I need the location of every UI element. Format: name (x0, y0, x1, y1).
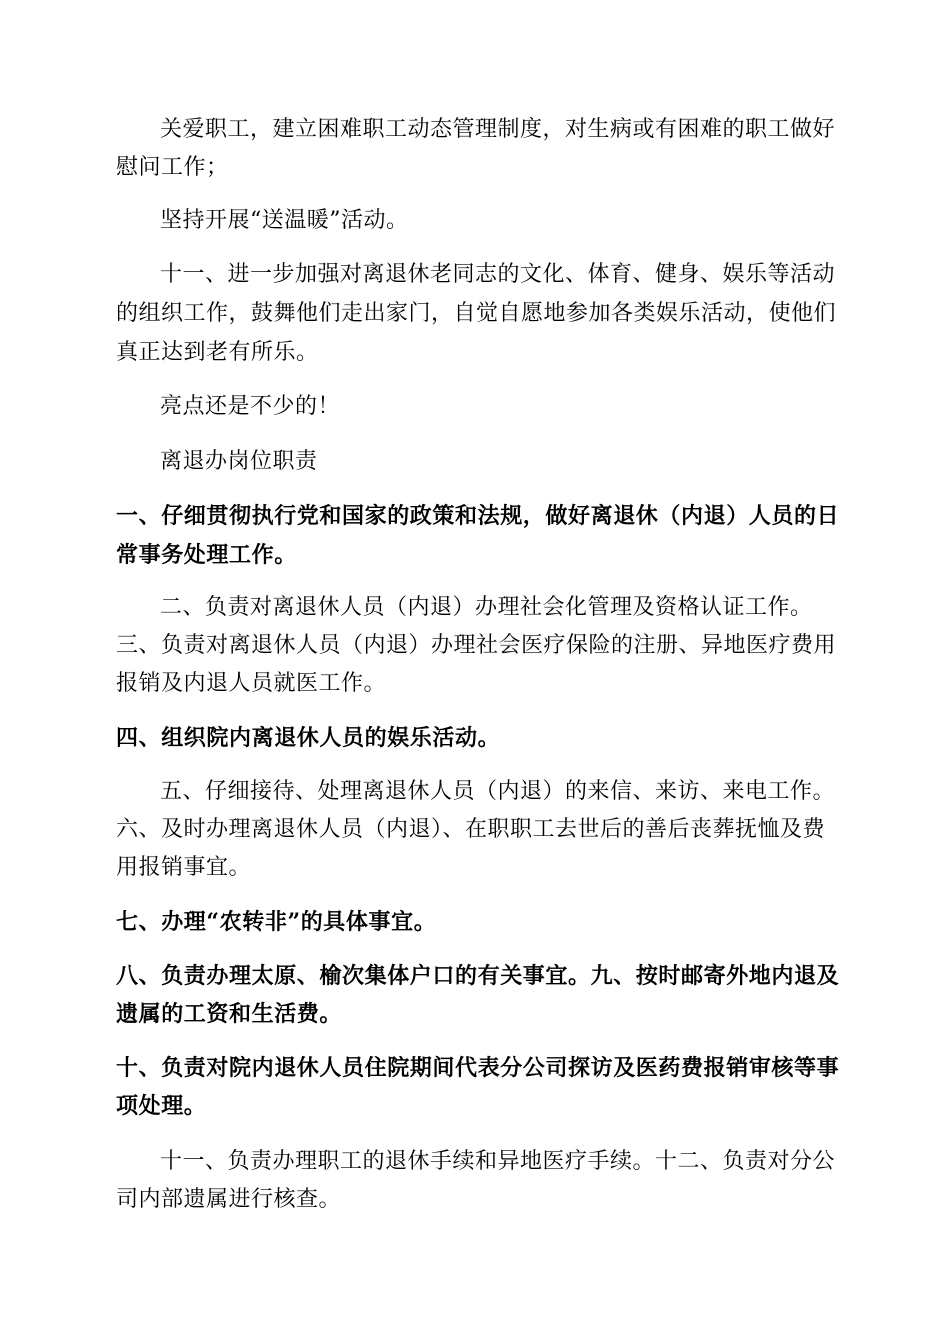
duty-item-bold: 遗属的工资和生活费。 (116, 1001, 343, 1027)
duty-item-bold: 一、仔细贯彻执行党和国家的政策和法规，做好离退休（内退）人员的日 (116, 503, 840, 529)
duty-item-bold: 八、负责办理太原、榆次集体户口的有关事宜。九、按时邮寄外地内退及 (116, 963, 840, 989)
duty-item-bold: 四、组织院内离退休人员的娱乐活动。 (116, 725, 501, 751)
duty-item: 十一、负责办理职工的退休手续和异地医疗手续。十二、负责对分公 (160, 1149, 836, 1174)
duty-item: 用报销事宜。 (116, 855, 252, 880)
section-heading: 离退办岗位职责 (160, 449, 318, 474)
duty-item: 二、负责对离退休人员（内退）办理社会化管理及资格认证工作。 (160, 595, 813, 620)
duty-item: 五、仔细接待、处理离退休人员（内退）的来信、来访、来电工作。 (160, 779, 836, 804)
text-line: 关爱职工，建立困难职工动态管理制度，对生病或有困难的职工做好 (160, 117, 836, 142)
duty-item-bold: 项处理。 (116, 1093, 207, 1119)
text-line: 十一、进一步加强对离退休老同志的文化、体育、健身、娱乐等活动 (160, 262, 836, 287)
duty-item: 报销及内退人员就医工作。 (116, 671, 387, 696)
duty-item-bold: 常事务处理工作。 (116, 542, 297, 568)
text-line: 的组织工作，鼓舞他们走出家门，自觉自愿地参加各类娱乐活动，使他们 (116, 301, 837, 326)
text-line: 真正达到老有所乐。 (116, 340, 319, 365)
text-line: 慰问工作； (116, 155, 229, 180)
duty-item: 六、及时办理离退休人员（内退）、在职职工去世后的善后丧葬抚恤及费 (116, 817, 826, 842)
duty-item: 三、负责对离退休人员（内退）办理社会医疗保险的注册、异地医疗费用 (116, 633, 837, 658)
text-line: 坚持开展“送温暖”活动。 (160, 208, 409, 233)
duty-item-bold: 十、负责对院内退休人员住院期间代表分公司探访及医药费报销审核等事 (116, 1055, 840, 1081)
text-line: 亮点还是不少的！ (160, 394, 341, 419)
duty-item-bold: 七、办理“农转非”的具体事宜。 (116, 909, 437, 935)
duty-item: 司内部遗属进行核查。 (116, 1187, 342, 1212)
